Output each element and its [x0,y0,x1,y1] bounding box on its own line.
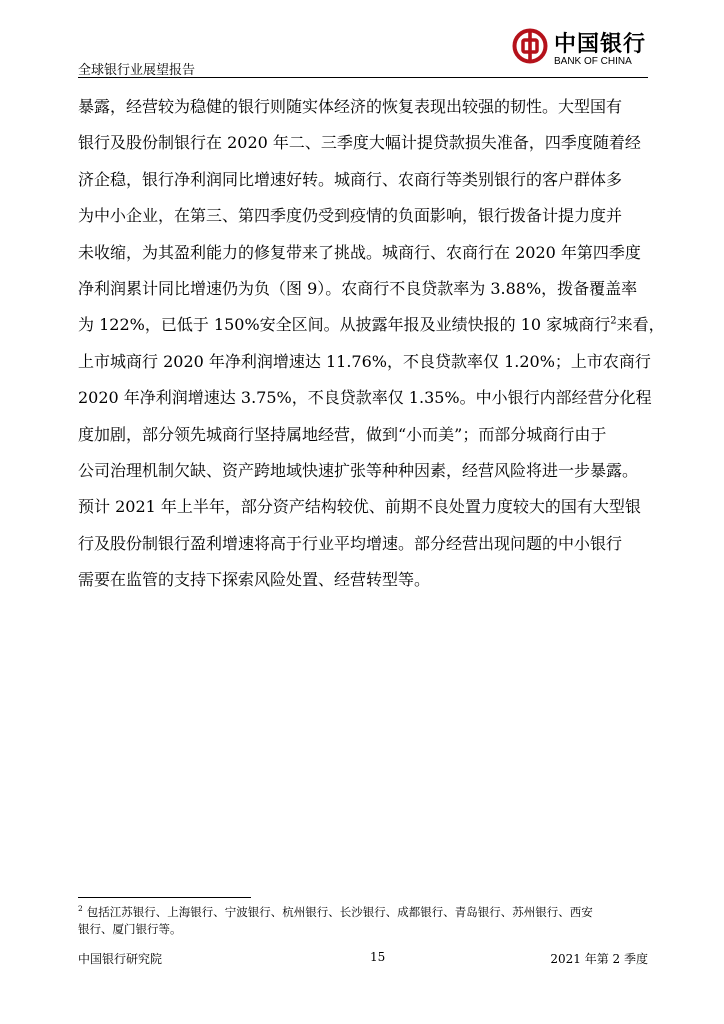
body-line: 预计 2021 年上半年，部分资产结构较优、前期不良处置力度较大的国有大型银 [78,497,641,517]
footnote-divider [78,897,251,898]
footer-issue: 2021 年第 2 季度 [550,952,648,966]
body-line: 净利润累计同比增速仍为负（图 9）。农商行不良贷款率为 3.88%，拨备覆盖率 [78,278,638,298]
body-line: 上市城商行 2020 年净利润增速达 11.76%，不良贷款率仅 1.20%；上市农商行 [78,351,651,371]
body-line: 未收缩，为其盈利能力的修复带来了挑战。城商行、农商行在 2020 年第四季度 [78,242,641,262]
footnote [78,904,658,938]
report-title: 全球银行业展望报告 [78,63,196,78]
body-line-text: 为 122%，已低于 150%安全区间。从披露年报及业绩快报的 10 家城商行 [78,315,611,335]
footnote-line [78,904,658,921]
body-line-tail: 来看， [616,315,665,335]
body-line: 济企稳，银行净利润同比增速好转。城商行、农商行等类别银行的客户群体多 [78,169,623,189]
footnote-mark: 2 [78,904,83,914]
bank-logo [512,22,648,76]
body-line: 度加剧，部分领先城商行坚持属地经营，做到“小而美”；而部分城商行由于 [78,424,607,444]
body-line: 暴露，经营较为稳健的银行则随实体经济的恢复表现出较强的韧性。大型国有 [78,97,623,116]
footer-institution: 中国银行研究院 [78,952,163,966]
logo-english-name: BANK OF CHINA [554,56,632,67]
bank-of-china-emblem-icon [512,28,548,64]
body-line: 为中小企业，在第三、第四季度仍受到疫情的负面影响，银行拨备计提力度并 [78,206,623,226]
footnote-reference[interactable]: 2 [610,316,617,328]
body-line: 需要在监管的支持下探索风险处置、经营转型等。 [78,570,431,590]
body-line-with-footnote [78,313,665,349]
footnote-line: 银行、厦门银行等。 [78,922,182,936]
logo-chinese-name: 中国银行 [554,31,647,57]
footnote-text: 包括江苏银行、上海银行、宁波银行、杭州银行、长沙银行、成都银行、青岛银行、苏州银行、西安 [86,905,593,919]
header-divider [78,77,648,78]
page-footer [78,950,648,968]
body-line: 公司治理机制欠缺、资产跨地域快速扩张等种种因素，经营风险将进一步暴露。 [78,460,639,480]
page-header [78,22,648,78]
body-line: 行及股份制银行盈利增速将高于行业平均增速。部分经营出现问题的中小银行 [78,533,623,553]
body-paragraph [78,95,665,604]
body-line: 2020 年净利润增速达 3.75%，不良贷款率仅 1.35%。中小银行内部经营分化程 [78,388,652,408]
body-line: 银行及股份制银行在 2020 年二、三季度大幅计提贷款损失准备，四季度随着经 [78,133,641,153]
page-number: 15 [370,950,386,964]
